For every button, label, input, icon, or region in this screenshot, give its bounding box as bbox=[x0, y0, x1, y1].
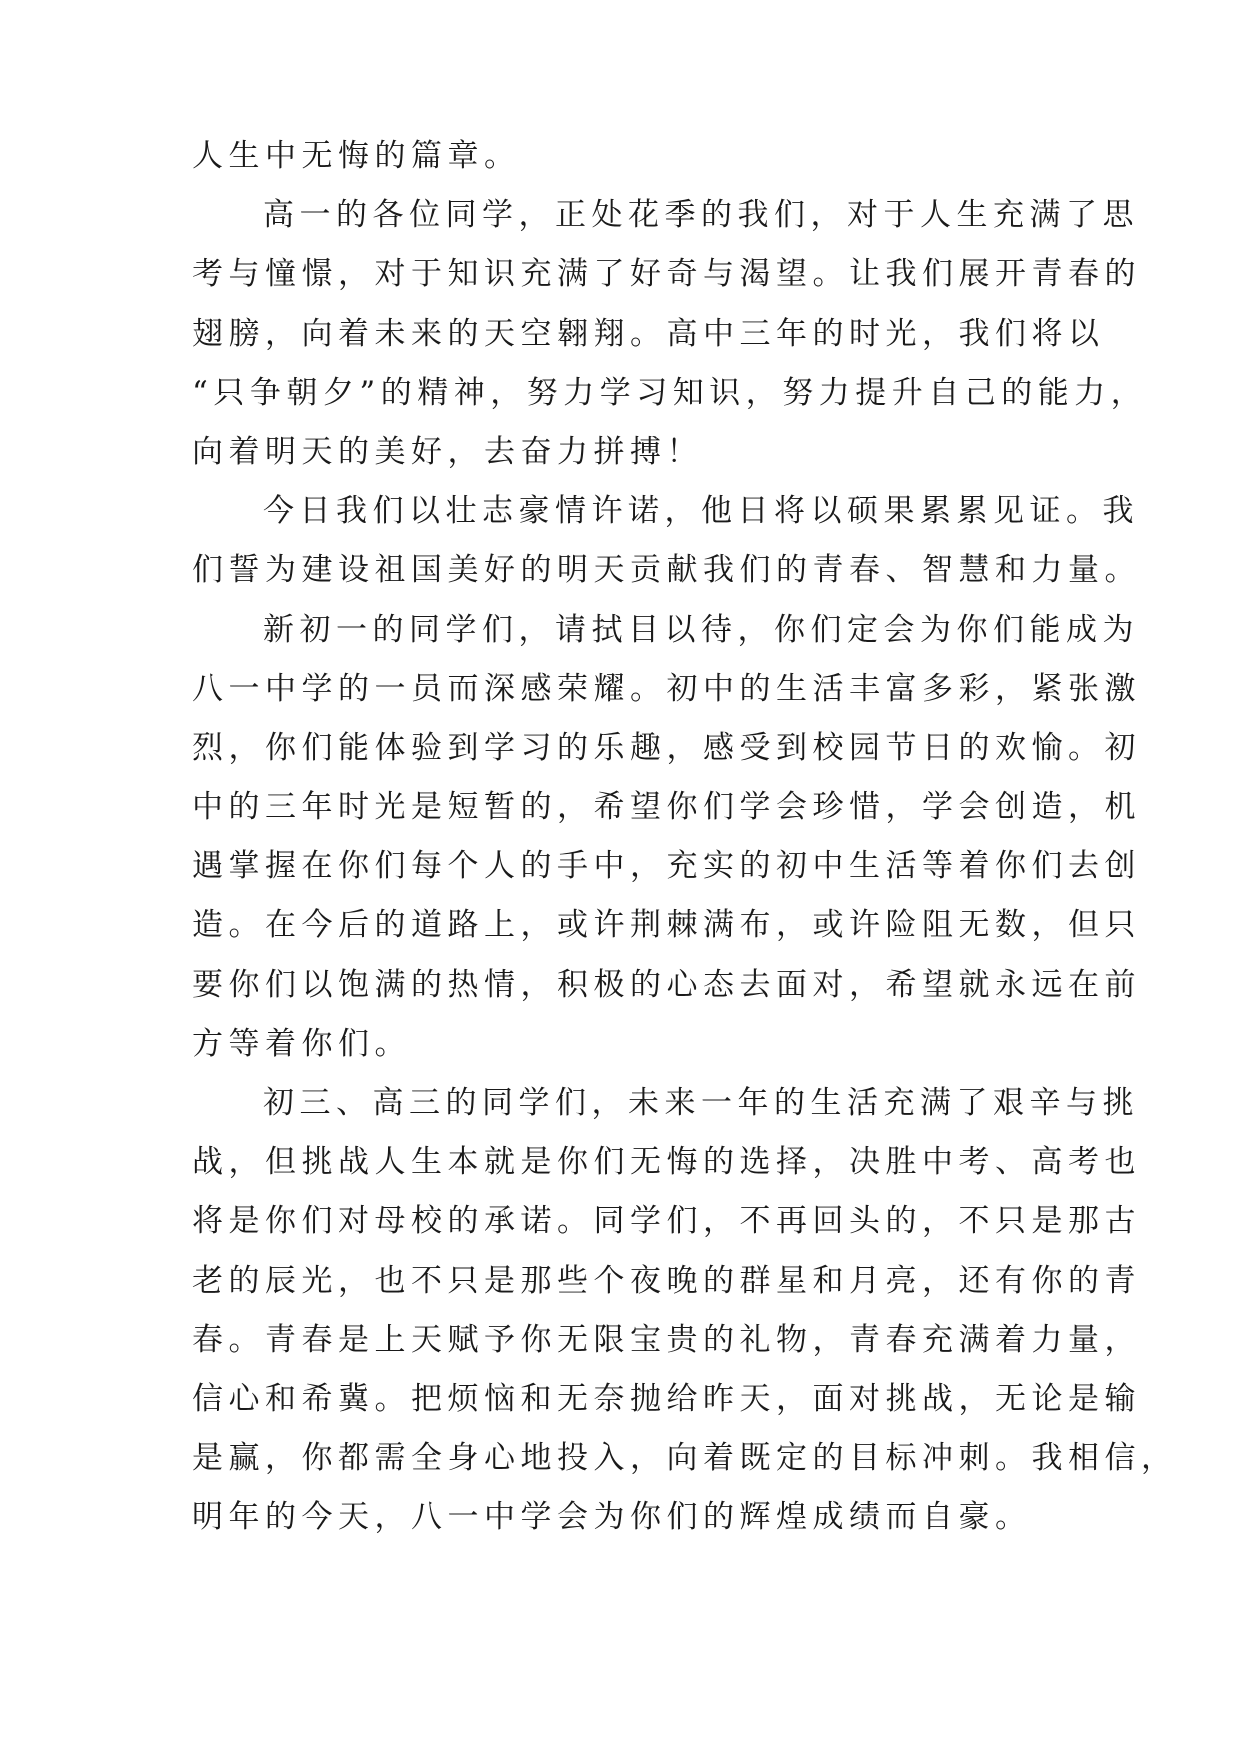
text-line: 要你们以饱满的热情，积极的心态去面对，希望就永远在前 bbox=[192, 966, 1141, 1003]
text-line: 烈，你们能体验到学习的乐趣，感受到校园节日的欢愉。初 bbox=[192, 729, 1141, 766]
text-line: 考与憧憬，对于知识充满了好奇与渴望。让我们展开青春的 bbox=[192, 256, 1141, 293]
paragraph-start-line: 新初一的同学们，请拭目以待，你们定会为你们能成为 bbox=[263, 611, 1139, 648]
text-line: 向着明天的美好，去奋力拼搏！ bbox=[192, 433, 703, 470]
text-line: 战，但挑战人生本就是你们无悔的选择，决胜中考、高考也 bbox=[192, 1144, 1141, 1181]
text-line: 中的三年时光是短暂的，希望你们学会珍惜，学会创造，机 bbox=[192, 789, 1141, 826]
text-line: 们誓为建设祖国美好的明天贡献我们的青春、智慧和力量。 bbox=[192, 552, 1141, 589]
text-line: 方等着你们。 bbox=[192, 1025, 411, 1062]
text-line: 人生中无悔的篇章。 bbox=[192, 138, 521, 174]
text-line: “只争朝夕”的精神，努力学习知识，努力提升自己的能力， bbox=[192, 374, 1148, 411]
text-line: 信心和希冀。把烦恼和无奈抛给昨天，面对挑战，无论是输 bbox=[192, 1380, 1141, 1417]
body-text bbox=[192, 127, 1178, 1548]
text-line: 翅膀，向着未来的天空翱翔。高中三年的时光，我们将以 bbox=[192, 315, 1105, 352]
text-line: 春。青春是上天赋予你无限宝贵的礼物，青春充满着力量， bbox=[192, 1321, 1141, 1358]
text-line: 老的辰光，也不只是那些个夜晚的群星和月亮，还有你的青 bbox=[192, 1262, 1141, 1299]
paragraph-start-line: 高一的各位同学，正处花季的我们，对于人生充满了思 bbox=[263, 197, 1139, 234]
paragraph-start-line: 今日我们以壮志豪情许诺，他日将以硕果累累见证。我 bbox=[263, 493, 1139, 530]
text-line: 明年的今天，八一中学会为你们的辉煌成绩而自豪。 bbox=[192, 1499, 1032, 1536]
paragraph-start-line: 初三、高三的同学们，未来一年的生活充满了艰辛与挑 bbox=[263, 1085, 1139, 1121]
text-line: 将是你们对母校的承诺。同学们，不再回头的，不只是那古 bbox=[192, 1203, 1141, 1240]
text-line: 八一中学的一员而深感荣耀。初中的生活丰富多彩，紧张激 bbox=[192, 670, 1141, 707]
text-line: 造。在今后的道路上，或许荆棘满布，或许险阻无数，但只 bbox=[192, 907, 1141, 944]
text-line: 遇掌握在你们每个人的手中，充实的初中生活等着你们去创 bbox=[192, 848, 1141, 885]
text-line: 是赢，你都需全身心地投入，向着既定的目标冲刺。我相信， bbox=[192, 1440, 1178, 1477]
